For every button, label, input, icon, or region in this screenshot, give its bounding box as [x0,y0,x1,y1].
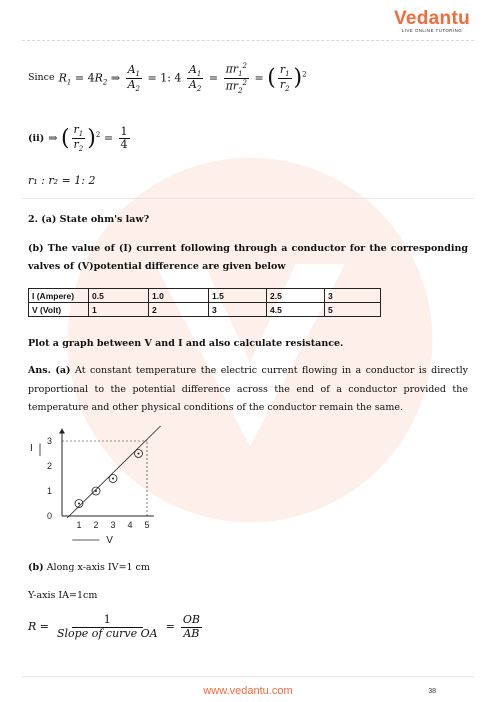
y-tick-label: 3 [46,436,52,446]
y-tick-label: 0 [46,511,52,521]
part-b-line [28,562,150,574]
y-axis-arrow [59,429,65,434]
table-cell: I (Ampere) [29,289,89,303]
x-tick-label: 2 [93,520,99,530]
data-point-dot [138,453,140,455]
answer-prefix: Ans. [28,365,51,376]
x-tick-label: 3 [110,520,116,530]
x-tick-label: 1 [76,520,82,530]
resistance-formula [28,614,204,640]
data-point-dot [95,490,97,492]
equation-since [28,62,307,95]
y-axis-scale: Y-axis IA=1cm [28,590,98,601]
part-b-text: Along x-axis IV=1 cm [46,562,150,573]
table-cell: 3 [209,303,267,317]
x-tick-label: 4 [127,520,133,530]
table-cell: 1 [89,303,149,317]
fit-line [67,426,161,518]
logo-brand: Vedantu [393,8,470,29]
x-tick-label: 5 [144,520,150,530]
formula-numerator-2: OB [182,613,200,626]
equation-r1-r2: $R_1 = 4R_2$ ⇒ $\frac{A_1}{A_2}$ = 1: 4 $\frac{A_1}{A_2}$ = $\frac{\pi r_1^2}{\pi r_2^2}$ = ( $\frac{r_1}{r_2}$ )$^2$ [58,62,307,95]
data-point-dot [112,478,114,480]
answer-paragraph [28,362,468,418]
footer-url: www.vedantu.com [203,685,293,697]
question-2b: (b) The value of (I) current following through a conductor for the corresponding valves of (V)potential difference are given below [28,243,468,273]
table-cell: 5 [325,303,381,317]
equation-ii-body: ⇒ ( $\frac{r_1}{r_2}$ )$^2$ = $\frac{1}{4}$ [48,123,128,154]
y-tick-label: 1 [46,486,52,496]
header-divider [22,40,474,41]
x-axis-label: V [106,535,113,546]
formula-equals: = [165,620,175,634]
answer-part: (a) [55,365,71,376]
part-ii-label: (ii) [28,132,45,144]
data-point-dot [78,503,80,505]
table-cell: 4.5 [267,303,325,317]
formula-numerator: 1 [72,614,143,628]
formula-lhs: R = [28,620,49,634]
equation-ii [28,124,132,153]
table-cell: 3 [325,289,381,303]
y-axis-label: I [30,443,33,454]
ratio-line: r₁ : r₂ = 1: 2 [28,174,96,187]
question-2a: 2. (a) State ohm's law? [28,214,150,225]
since-label: Since [28,72,55,84]
page-number: 38 [428,688,436,695]
table-cell: 1.0 [149,289,209,303]
plot-instruction: Plot a graph between V and I and also calculate resistance. [28,338,344,349]
table-cell: 2 [149,303,209,317]
table-cell: 1.5 [209,289,267,303]
section-divider [22,198,474,199]
formula-denominator: Slope of curve OA [57,626,158,640]
footer-divider [22,676,474,677]
table-row [29,289,381,303]
implies-arrow: ⇒ [48,131,58,145]
answer-text: At constant temperature the electric current flowing in a conductor is directly proportional to the potential difference across the end of a conductor provided the temperature and other physical conditions of the conductor remain the same. [28,365,468,414]
result-denominator: 4 [120,138,128,152]
logo-tagline: LIVE ONLINE TUTORING [401,28,463,33]
table-cell: 0.5 [89,289,149,303]
vedantu-logo [394,8,470,33]
y-tick-label: 2 [46,461,52,471]
table-cell: V (Volt) [29,303,89,317]
table-cell: 2.5 [267,289,325,303]
data-table [28,288,381,317]
formula-denominator-2: AB [183,626,200,640]
result-numerator: 1 [120,124,128,138]
part-b-label: (b) [28,562,44,573]
iv-graph [22,418,192,548]
table-row [29,303,381,317]
